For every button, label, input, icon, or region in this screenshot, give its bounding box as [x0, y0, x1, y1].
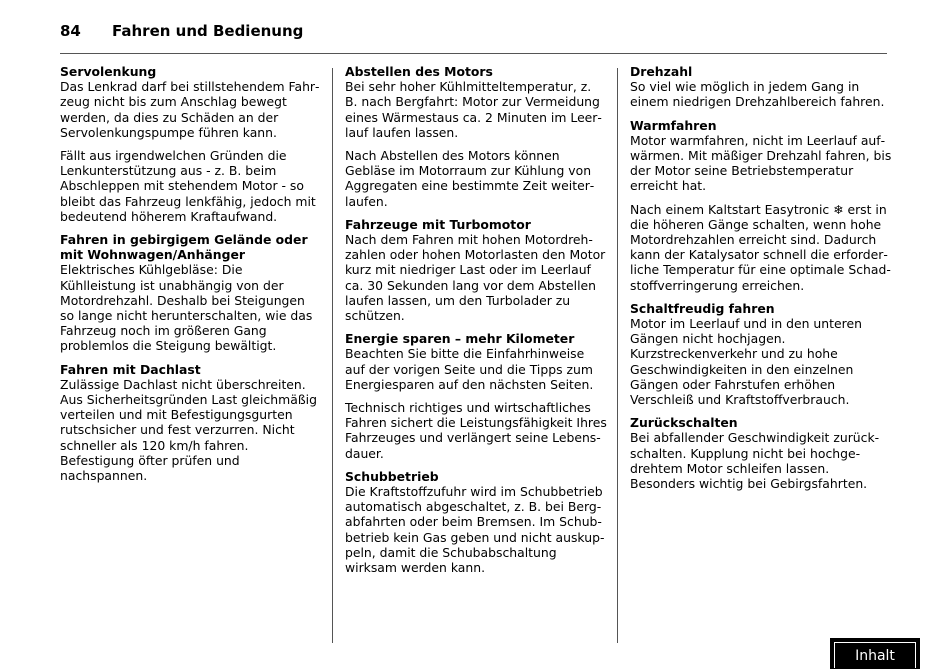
paragraph: Zulässige Dachlast nicht überschreiten. Aus Sicherheitsgründen Last gleichmäßig verteilen und mit Befestigungsgurten rutschsicher und fest verzurren. Nicht schneller als 120 km/h fahren. Befestigung öfter prüfen und nachspannen. [60, 376, 317, 484]
section-heading-servolenkung: Servolenkung [60, 64, 157, 79]
paragraph: Bei abfallender Geschwindigkeit zurückschalten. Kupplung nicht bei hochgedrehtem Motor schleifen lassen. Besonders wichtig bei Gebirgsfahrten. [630, 430, 880, 492]
section-heading-turbomotor: Fahrzeuge mit Turbomotor [345, 216, 531, 232]
column-2 [345, 64, 607, 583]
column-3 [630, 64, 892, 499]
paragraph: Motor warmfahren, nicht im Leerlauf aufwärmen. Mit mäßiger Drehzahl fahren, bis der Motor seine Betriebstemperatur erreicht hat. [630, 132, 892, 194]
column-divider [332, 68, 333, 643]
page-number: 84 [60, 22, 81, 40]
column-1 [60, 64, 322, 491]
section-heading-abstellen: Abstellen des Motors [345, 64, 493, 79]
paragraph: Technisch richtiges und wirtschaftliches Fahren sichert die Leistungsfähigkeit Ihres Fahrzeuges und verlängert seine Lebensdauer. [345, 400, 607, 461]
paragraph: Das Lenkrad darf bei stillstehendem Fahrzeug nicht bis zum Anschlag bewegt werden, da dies zu Schäden an der Servolenkungspumpe führen kann. [60, 79, 320, 140]
paragraph: Nach dem Fahren mit hohen Motordrehzahlen oder hohen Motorlasten den Motor kurz mit niedriger Last oder im Leerlauf ca. 30 Sekunden lang vor dem Abstellen laufen lassen, um den Turbolader zu schützen. [345, 232, 606, 324]
paragraph: Motor im Leerlauf und in den unteren Gängen nicht hochjagen. Kurzstreckenverkehr und zu hohe Geschwindigkeiten in den einzelnen Gängen oder Fahrstufen erhöhen Verschleiß und Kraftstoffverbrauch. [630, 316, 862, 408]
section-heading-energie: Energie sparen – mehr Kilometer [345, 331, 575, 347]
paragraph: So viel wie möglich in jedem Gang in einem niedrigen Drehzahlbereich fahren. [630, 79, 885, 110]
paragraph: Nach Abstellen des Motors können Gebläse im Motorraum zur Kühlung von Aggregaten eine bestimmte Zeit weiterlaufen. [345, 148, 595, 209]
paragraph: Nach einem Kaltstart Easytronic ❄ erst in die höheren Gänge schalten, wenn hohe Motordrehzahlen erreicht sind. Dadurch kann der Katalysator schnell die erforderliche Temperatur für eine optimale Schadstoffverringerung erreichen. [630, 201, 891, 293]
paragraph: Fällt aus irgendwelchen Gründen die Lenkunterstützung aus - z. B. beim Abschleppen mit stehendem Motor - so bleibt das Fahrzeug lenkfähig, jedoch mit bedeutend höherem Kraftaufwand. [60, 148, 316, 224]
paragraph: Bei sehr hoher Kühlmitteltemperatur, z. B. nach Bergfahrt: Motor zur Vermeidung eines Wärmestaus ca. 2 Minuten im Leerlauf laufen lassen. [345, 79, 602, 140]
section-heading-gebirge: Fahren in gebirgigem Gelände oder mit Wohnwagen/Anhänger [60, 232, 308, 263]
paragraph: Elektrisches Kühlgebläse: Die Kühlleistung ist unabhängig von der Motordrehzahl. Deshalb bei Steigungen so lange nicht herunterschalten, wie das Fahrzeug noch im größeren Gang problemlos die Steigung bewältigt. [60, 262, 313, 354]
header-rule [60, 53, 887, 54]
section-heading-dachlast: Fahren mit Dachlast [60, 361, 201, 377]
section-heading-warmfahren: Warmfahren [630, 117, 717, 133]
section-heading-zurueckschalten: Zurückschalten [630, 415, 738, 431]
section-heading-drehzahl: Drehzahl [630, 64, 693, 79]
section-heading-schubbetrieb: Schubbetrieb [345, 468, 439, 484]
page-header [60, 22, 303, 46]
section-heading-schaltfreudig: Schaltfreudig fahren [630, 300, 775, 316]
paragraph: Die Kraftstoffzufuhr wird im Schubbetrieb automatisch abgeschaltet, z. B. bei Bergabfahrten oder beim Bremsen. Im Schubbetrieb kein Gas geben und nicht auskuppeln, damit die Schubabschaltung wirksam werden kann. [345, 484, 605, 576]
inhalt-label: Inhalt [834, 642, 916, 668]
column-divider [617, 68, 618, 643]
page-title: Fahren und Bedienung [112, 22, 304, 40]
paragraph: Beachten Sie bitte die Einfahrhinweise auf der vorigen Seite und die Tipps zum Energiesparen auf den nächsten Seiten. [345, 346, 594, 392]
inhalt-button[interactable] [830, 638, 920, 669]
